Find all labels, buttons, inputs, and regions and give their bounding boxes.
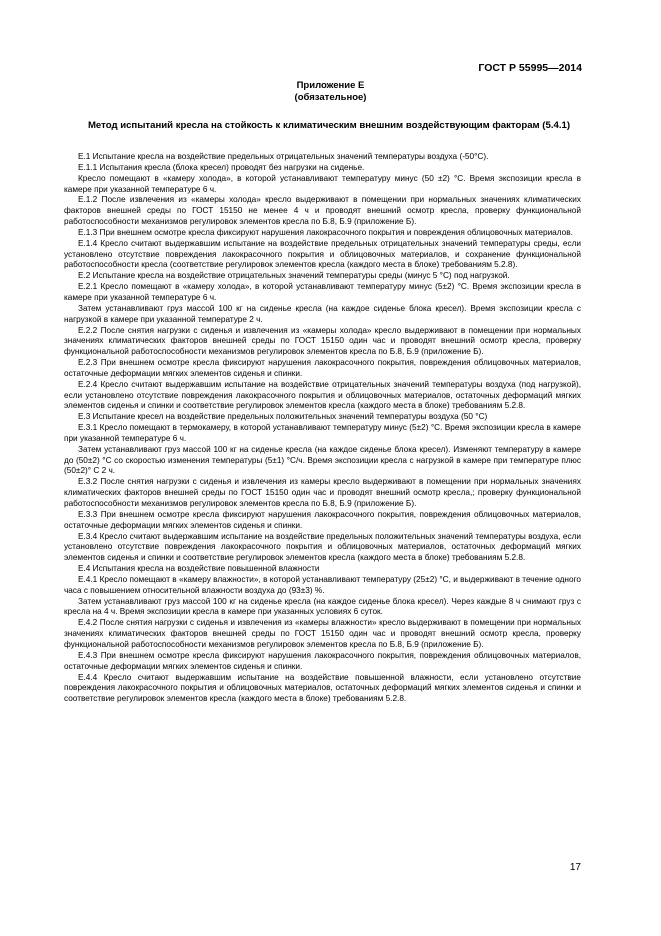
annex-status: (обязательное) <box>294 92 367 103</box>
paragraph: Е.2.4 Кресло считают выдержавшим испытание на воздействие отрицательных значений температуры воздуха (под нагрузкой), если установлено отсутствие повреждения лакокрасочного покрытия и облицовочных материалов, остаточных деформаций мягких элементов сиденья и спинки и соответствие регулировок элементов кресла (каждого места в блоке) требованиям 5.2.8. <box>64 379 581 411</box>
annex-label: Приложение Е <box>296 80 365 91</box>
paragraph: Е.2.1 Кресло помещают в «камеру холода», в которой устанавливают температуру минус (5±2) °С. Время экспозиции кресла в камере при указанной температуре 6 ч. <box>64 282 581 302</box>
paragraph: Е.1.4 Кресло считают выдержавшим испытание на воздействие предельных отрицательных значений температуры среды, если установлено отсутствие повреждения лакокрасочного покрытия и облицовочных материалов, и сохранение функциональной работоспособности кресла (соответствие регулировок элементов кресла (каждого места в блоке) требованиям 5.2.8). <box>64 238 581 270</box>
paragraph: Затем устанавливают груз массой 100 кг на сиденье кресла (на каждое сиденье блока кресел). Время экспозиции кресла с нагрузкой в камере при указанной температуре 2 ч. <box>64 303 581 324</box>
paragraph: Е.2 Испытание кресла на воздействие отрицательных значений температуры среды (минус 5 °С) под нагрузкой. <box>78 271 510 281</box>
paragraph: Е.3.2 После снятия нагрузки с сиденья и извлечения из камеры кресло выдерживают в помещении при нормальных значениях климатических факторов внешней среды по ГОСТ 15150 один час и проводят внешний осмотр кресла,; проверку функциональной работоспособности механизмов регулировок элементов кресла по Б.8, Б.9 (приложение Б). <box>64 477 581 508</box>
document-body <box>64 152 581 705</box>
paragraph: Е.1 Испытание кресла на воздействие предельных отрицательных значений температуры воздуха (-50°С). <box>78 152 489 161</box>
paragraph: Е.2.2 После снятия нагрузки с сиденья и извлечения из «камеры холода» кресло выдерживают в помещении при нормальных значениях климатических факторов внешней среды по ГОСТ 15150 один час и проводят внешний осмотр кресла, проверку функциональной работоспособности механизмов регулировок элементов кресла по Б.8, Б.9 (приложение Б). <box>64 325 581 357</box>
section-title: Метод испытаний кресла на стойкость к климатическим внешним воздействующим факторам (5.4.1) <box>87 120 571 131</box>
paragraph: Е.4.1 Кресло помещают в «камеру влажности», в которой устанавливают температуру (25±2) °С, и выдерживают в течение одного часа с повышением относительной влажности воздуха до (93±3) %. <box>64 574 581 595</box>
paragraph: Е.3.3 При внешнем осмотре кресла фиксируют нарушения лакокрасочного покрытия, повреждения облицовочных материалов, остаточные деформации мягких элементов сиденья и спинки. <box>64 509 581 530</box>
paragraph: Е.1.3 При внешнем осмотре кресла фиксируют нарушения лакокрасочного покрытия и повреждения облицовочных материалов. <box>78 227 573 237</box>
paragraph: Е.4.2 После снятия нагрузки с сиденья и извлечения из «камеры влажности» кресло выдерживают в помещении при нормальных значениях климатических факторов внешней среды по ГОСТ 15150 один час и проводят внешний осмотр кресла, проверку функциональной работоспособности механизмов регулировок элементов кресла по Б.8, Б.9 (приложение Б). <box>64 618 581 649</box>
paragraph: Е.3.4 Кресло считают выдержавшим испытание на воздействие предельных положительных значений температуры воздуха, если установлено отсутствие повреждения лакокрасочного покрытия и облицовочных материалов, остаточных деформаций мягких элементов сиденья и спинки и соответствие регулировок элементов кресла (каждого места в блоке) требованиям 5.2.8. <box>64 531 581 563</box>
paragraph: Е.1.2 После извлечения из «камеры холода» кресло выдерживают в помещении при нормальных значениях климатических факторов внешней среды по ГОСТ 15150 не менее 4 ч и проводят внешний осмотр кресла, проверку функциональной работоспособности механизмов регулировок элементов кресла по Б.8, Б.9 (приложение Б). <box>64 195 581 227</box>
paragraph: Е.4 Испытания кресла на воздействие повышенной влажности <box>78 564 320 574</box>
paragraph: Е.3.1 Кресло помещают в термокамеру, в которой устанавливают температуру минус (5±2) °С. Время экспозиции кресла в камере при указанной температуре 6 ч. <box>64 423 581 443</box>
paragraph: Е.4.4 Кресло считают выдержавшим испытание на воздействие повышенной влажности, если установлено отсутствие повреждения лакокрасочного покрытия и облицовочных материалов, остаточных деформаций мягких элементов сиденья и спинки и соответствие регулировок элементов кресла (каждого места в блоке) требованиям 5.2.8. <box>64 672 581 704</box>
paragraph: Затем устанавливают груз массой 100 кг на сиденье кресла (на каждое сиденье блока кресел). Изменяют температуру в камере до (50±2) °С со скоростью изменения температуры (5±1) °С/ч. Время экспозиции кресла с нагрузкой в камере при температуре плюс (50±2)° С 2 ч. <box>64 444 581 476</box>
standard-number: ГОСТ Р 55995—2014 <box>478 62 582 74</box>
paragraph: Е.1.1 Испытания кресла (блока кресел) проводят без нагрузки на сиденье. <box>78 162 365 172</box>
annex-heading <box>0 80 661 104</box>
paragraph: Е.4.3 При внешнем осмотре кресла фиксируют нарушения лакокрасочного покрытия, повреждения облицовочных материалов, остаточные деформации мягких элементов сиденья и спинки. <box>64 650 581 671</box>
paragraph: Е.2.3 При внешнем осмотре кресла фиксируют нарушения лакокрасочного покрытия, повреждения облицовочных материалов, остаточные деформации мягких элементов сиденья и спинки. <box>64 358 581 378</box>
paragraph: Е.3 Испытание кресел на воздействие предельных положительных значений температуры воздуха (50 °С) <box>78 412 488 422</box>
page-number: 17 <box>569 862 581 873</box>
paragraph: Затем устанавливают груз массой 100 кг на сиденье кресла (на каждое сиденье блока кресел). Через каждые 8 ч снимают груз с кресла на 4 ч. Время экспозиции кресла в камере при указанных условиях 6 суток. <box>64 596 581 617</box>
paragraph: Кресло помещают в «камеру холода», в которой устанавливают температуру минус (50 ±2) °С. Время экспозиции кресла в камере при указанной температуре 6 ч. <box>64 173 581 194</box>
